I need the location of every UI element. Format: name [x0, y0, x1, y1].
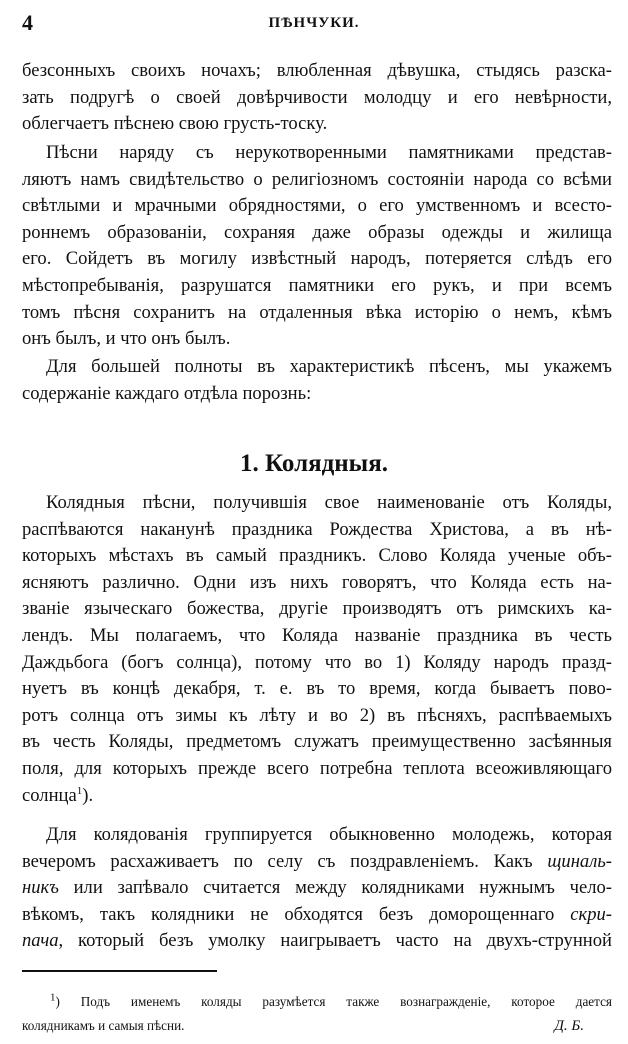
text-line: [22, 902, 612, 929]
text-line: онъ былъ, и что онъ былъ.: [22, 328, 231, 350]
text-fragment: ) Подъ именемъ коляды разумѣется также вознагражденіе, которое дается: [55, 994, 612, 1009]
paragraph-intro-1: [22, 58, 612, 138]
italic-term: пача: [22, 930, 59, 952]
paragraph-intro-2: [22, 140, 612, 353]
page-header: [22, 10, 606, 40]
italic-term: никъ: [22, 877, 59, 899]
text-line: томъ пѣсня сохранитъ на отдаленныя вѣка исторію о немъ, кѣмъ: [22, 301, 612, 323]
text-fragment: колядникамъ и самыя пѣсни.: [22, 1018, 185, 1033]
text-line: лендъ. Мы полагаемъ, что Коляда названіе праздника въ честь: [22, 624, 612, 646]
text-fragment: ).: [82, 784, 94, 806]
text-fragment: , который безъ умолку наигрываетъ часто на двухъ-струнной: [58, 930, 612, 952]
running-title: ПѢНЧУКИ.: [268, 15, 360, 31]
text-line: званіе языческаго божества, другіе производятъ отъ римскихъ ка-: [22, 598, 612, 620]
text-fragment: солнца: [22, 784, 77, 806]
text-line: роннемъ образованіи, сохраняя даже образы одежды и жилища: [22, 221, 612, 243]
text-line: облегчаетъ пѣснею свою грусть-тоску.: [22, 113, 328, 135]
text-line: безсонныхъ своихъ ночахъ; влюбленная дѣвушка, стыдясь разска-: [22, 60, 612, 81]
footnote-marker: 1: [50, 991, 56, 1004]
text-line: мѣстопребыванія, разрушатся памятники его рукъ, и при всемъ: [22, 274, 612, 296]
text-line: его. Сойдетъ въ могилу извѣстный народъ, потеряется слѣдъ его: [22, 248, 612, 270]
text-line: въ честь Коляды, предметомъ служатъ преимущественно засѣянныя: [22, 731, 612, 753]
footnote: [22, 990, 612, 1038]
footnote-divider: [22, 970, 217, 972]
text-line: ляютъ намъ свидѣтельство о религіозномъ состояніи народа со всѣми: [22, 168, 612, 190]
paragraph-intro-3: [22, 354, 612, 407]
text-line: зать подругѣ о своей довѣрчивости молодцу и его невѣрности,: [22, 86, 612, 108]
section-title: 1. Колядныя.: [240, 450, 388, 477]
italic-term: скри-: [570, 903, 612, 925]
text-line: [22, 849, 612, 876]
text-line: Даждьбога (богъ солнца), потому что во 1) Коляду народъ празд-: [22, 651, 612, 673]
text-fragment: или запѣвало считается между колядниками нужнымъ чело-: [58, 877, 612, 899]
text-line: содержаніе каждаго отдѣла порознь:: [22, 382, 312, 404]
text-line: Пѣсни наряду съ нерукотворенными памятниками представ-: [46, 142, 612, 163]
text-fragment: вѣкомъ, такъ колядники не обходятся безъ доморощеннаго: [22, 903, 571, 925]
text-line: которыхъ мѣстахъ въ самый праздникъ. Слово Коляда ученые объ-: [22, 545, 612, 567]
paragraph-koliada-1: [22, 490, 612, 809]
text-line: Для колядованія группируется обыкновенно молодежь, которая: [46, 824, 612, 845]
text-line: Колядныя пѣсни, получившія свое наименованіе отъ Коляды,: [46, 492, 612, 513]
footnote-line: [22, 990, 612, 1014]
footnote-signature: Д. Б.: [554, 1018, 584, 1034]
page-number: 4: [22, 10, 33, 35]
text-line: [22, 783, 612, 810]
footnote-reference: 1: [76, 784, 83, 797]
text-line: ясняютъ различно. Одни изъ нихъ говорятъ, что Коляда есть на-: [22, 571, 612, 593]
text-line: распѣваются наканунѣ праздника Рождества Христова, а въ нѣ-: [22, 518, 612, 540]
paragraph-koliada-2: [22, 822, 612, 955]
text-line: [22, 875, 612, 902]
text-line: поля, для которыхъ прежде всего потребна теплота всеоживляющаго: [22, 757, 612, 779]
footnote-line: [22, 1014, 612, 1038]
text-fragment: вечеромъ расхаживаетъ по селу съ поздравленіемъ. Какъ: [22, 850, 548, 872]
italic-term: щиналь-: [547, 850, 612, 872]
text-line: нуетъ въ концѣ декабря, т. е. въ то время, когда бываетъ пово-: [22, 678, 612, 700]
text-line: ротъ солнца отъ зимы къ лѣту и во 2) въ пѣсняхъ, распѣваемыхъ: [22, 704, 612, 726]
text-line: [22, 928, 612, 955]
text-line: свѣтлыми и мрачными обрядностями, о его умственномъ и всесто-: [22, 195, 612, 217]
text-line: Для большей полноты въ характеристикѣ пѣсенъ, мы укажемъ: [46, 356, 612, 377]
